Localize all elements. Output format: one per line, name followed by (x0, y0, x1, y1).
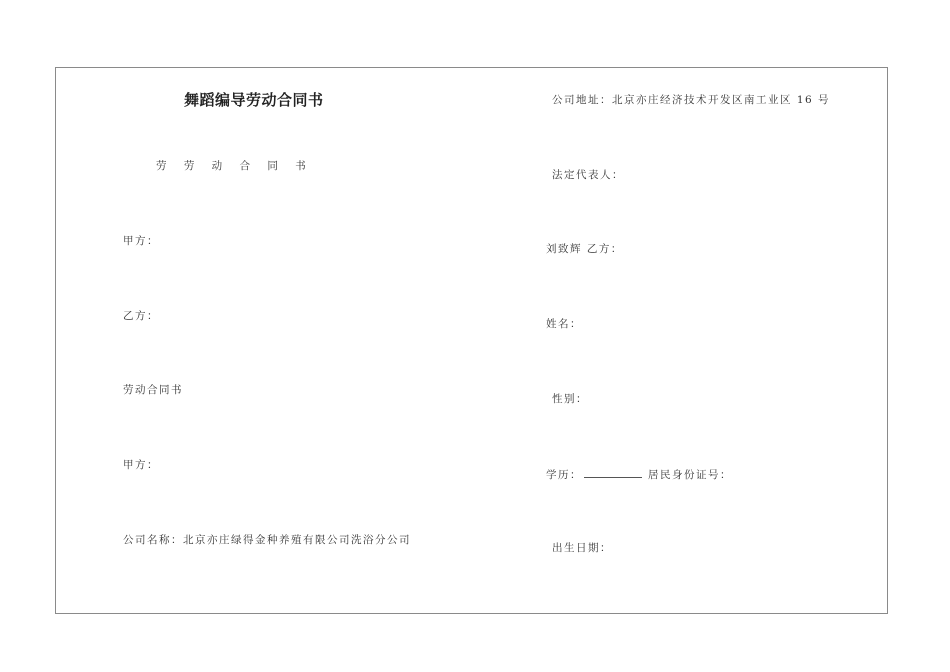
gender-field: 性别： (552, 393, 588, 405)
company-name-field: 公司名称：北京亦庄绿得金种养殖有限公司洗浴分公司 (123, 534, 411, 546)
document-page-frame (55, 67, 888, 614)
education-blank-line (584, 467, 642, 478)
name-field: 姓名： (546, 318, 582, 330)
company-address-field: 公司地址：北京亦庄经济技术开发区南工业区 16 号 (552, 94, 831, 106)
id-number-label: 居民身份证号： (648, 469, 732, 481)
party-a-label: 甲方： (123, 235, 159, 247)
contract-heading: 劳 劳 动 合 同 书 (156, 160, 313, 172)
contract-label: 劳动合同书 (123, 384, 183, 396)
party-b-label: 乙方： (123, 310, 159, 322)
party-a-label-2: 甲方： (123, 459, 159, 471)
document-title: 舞蹈编导劳动合同书 (184, 91, 324, 109)
legal-representative-field: 法定代表人： (552, 169, 624, 181)
birth-date-field: 出生日期： (552, 542, 612, 554)
representative-name-party-b: 刘致辉 乙方： (546, 243, 623, 255)
education-label: 学历： (546, 469, 582, 481)
education-row (546, 467, 732, 482)
